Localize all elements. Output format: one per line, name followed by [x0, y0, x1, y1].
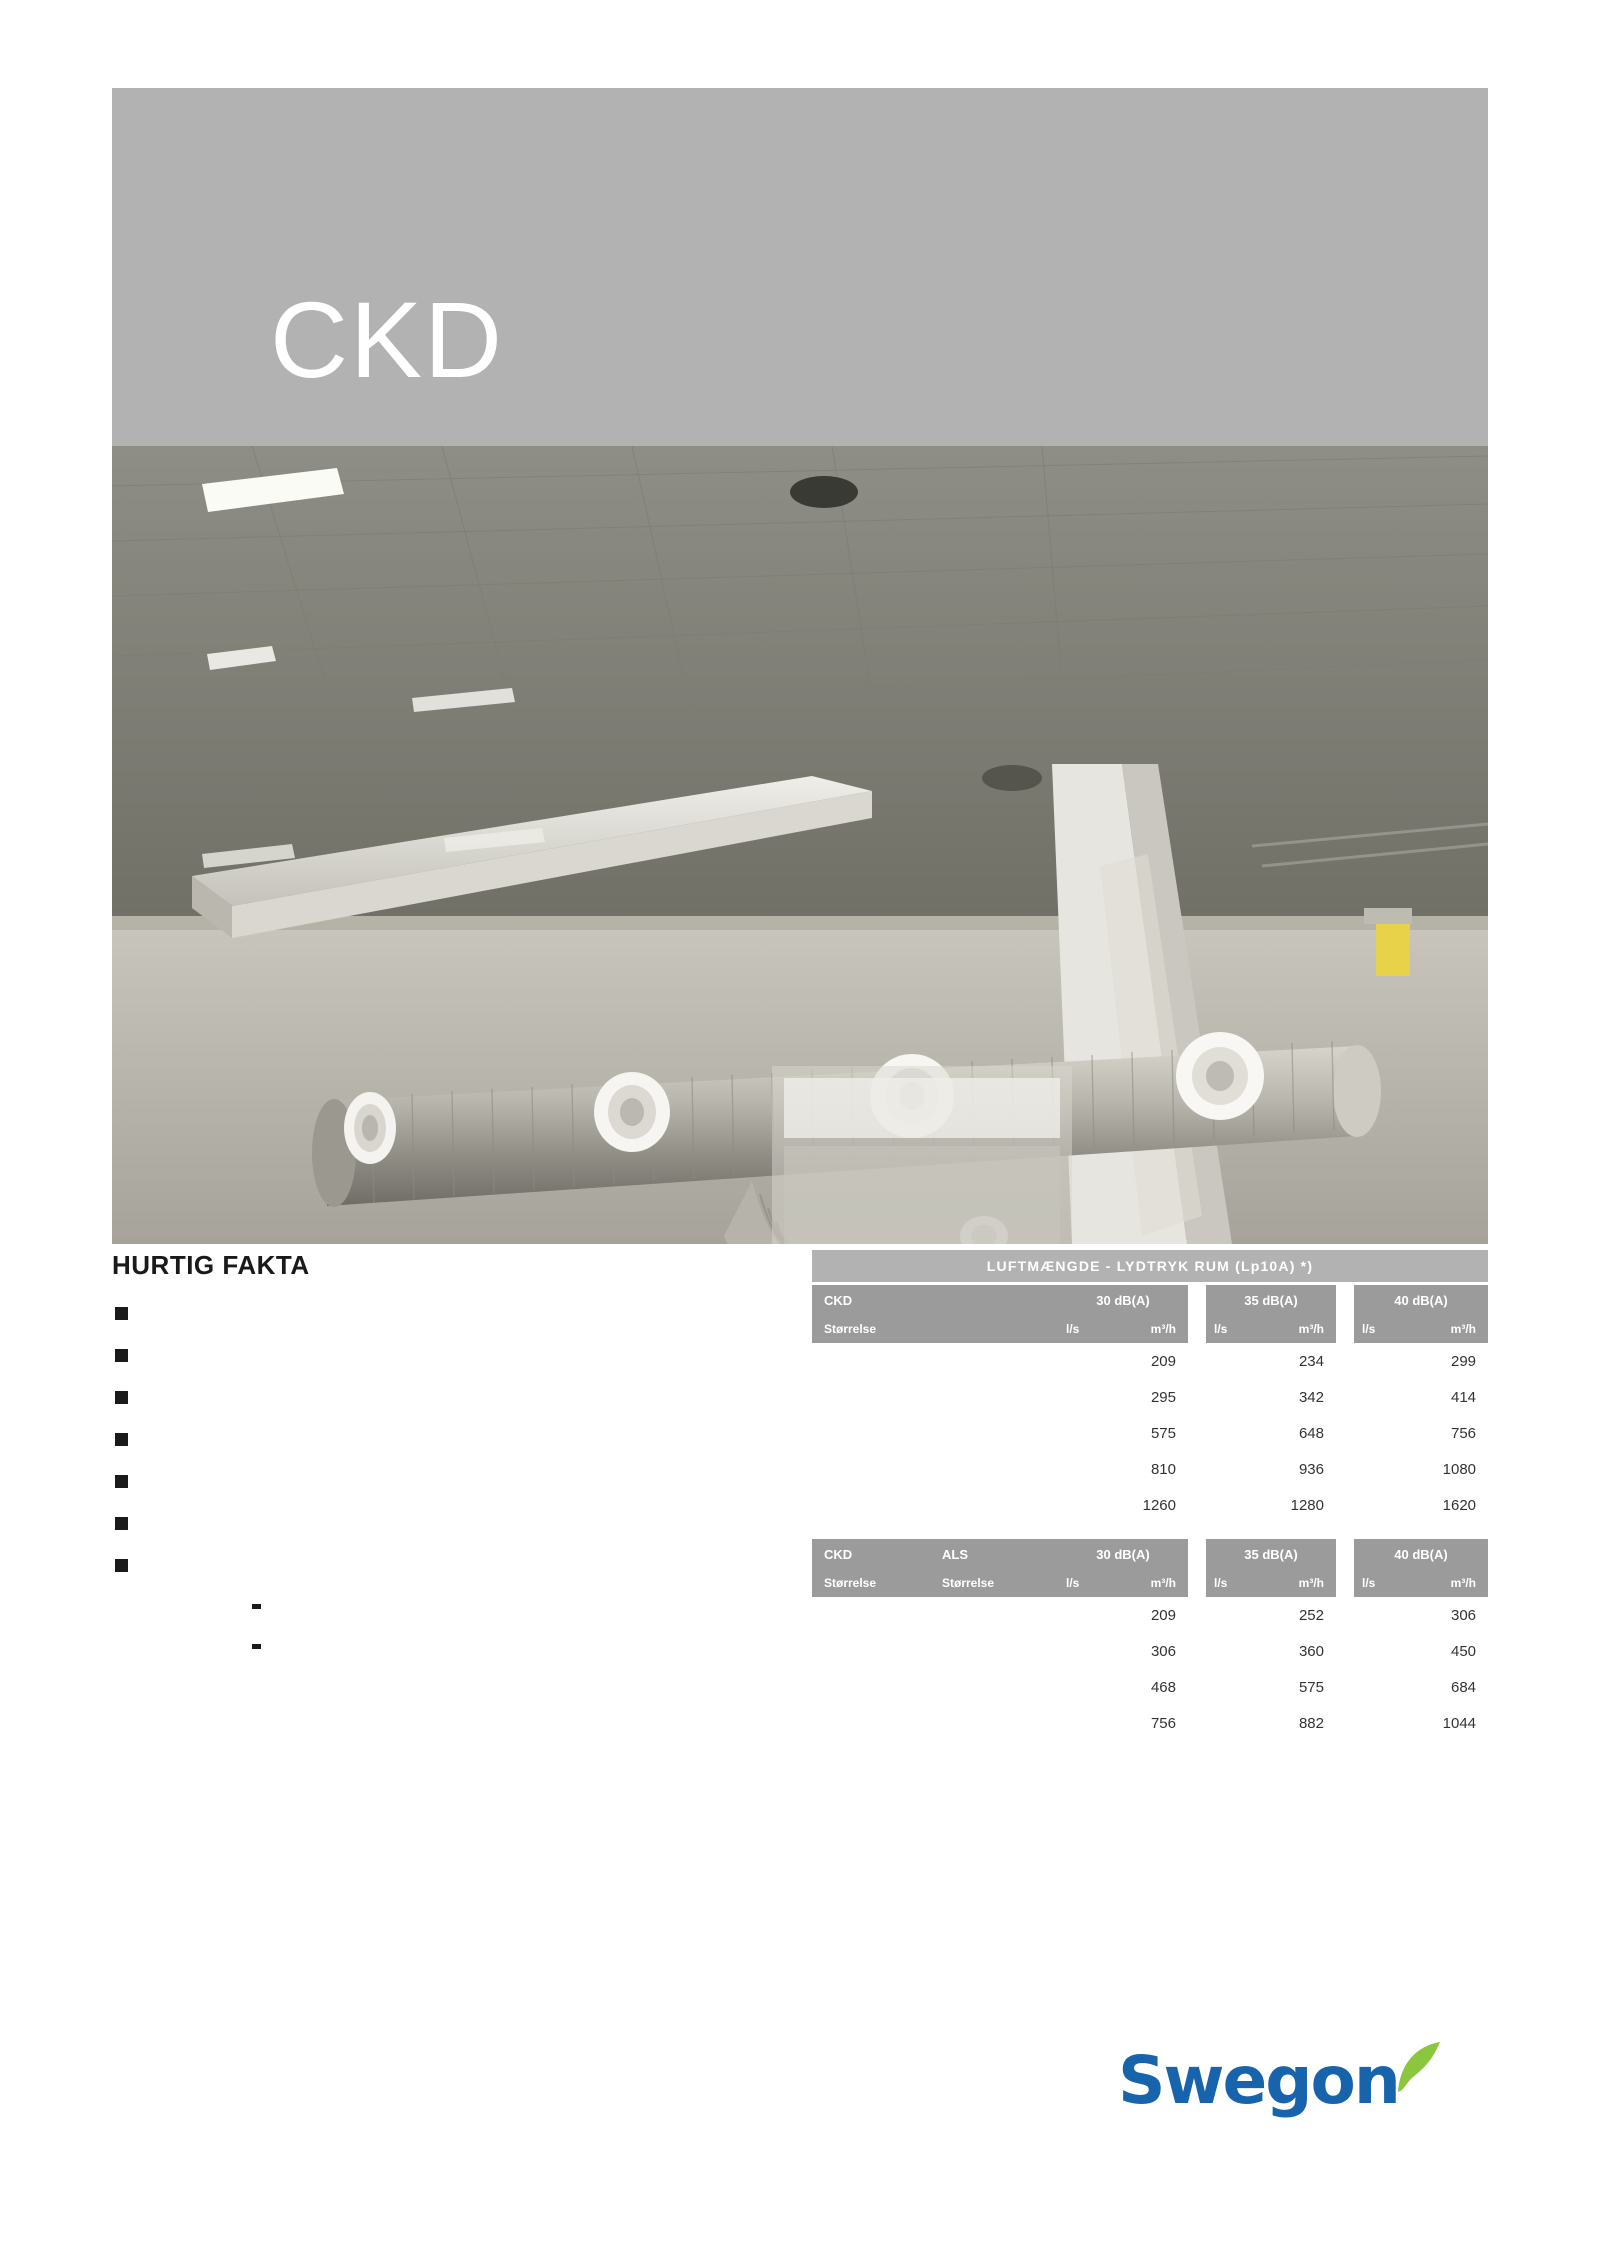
- cell-ls-30: [1058, 1705, 1110, 1741]
- column-subheader-ls: l/s: [1206, 1569, 1258, 1597]
- table: [812, 1250, 1488, 1741]
- table-spacer: [1336, 1569, 1354, 1597]
- table-spacer: [1336, 1633, 1354, 1669]
- column-subheader-m3h: m³/h: [1110, 1315, 1188, 1343]
- table-spacer: [1336, 1284, 1354, 1316]
- table-row: [812, 1379, 1488, 1415]
- column-header-35db: 35 dB(A): [1206, 1539, 1336, 1569]
- quick-facts-heading: HURTIG FAKTA: [112, 1250, 310, 1280]
- cell-ls-30: [1058, 1669, 1110, 1705]
- page-title: CKD: [270, 279, 505, 400]
- cell-ls-35: [1206, 1487, 1258, 1523]
- table-row: [812, 1669, 1488, 1705]
- cell-m3h-35: 1280: [1258, 1487, 1336, 1523]
- cell-ls-40: [1354, 1343, 1406, 1379]
- table-spacer: [1188, 1539, 1206, 1569]
- table-header-row: [812, 1284, 1488, 1316]
- column-header-40db: 40 dB(A): [1354, 1539, 1488, 1569]
- table-spacer: [1336, 1597, 1354, 1633]
- cell-ls-30: [1058, 1343, 1110, 1379]
- bullet-icon: [115, 1517, 128, 1530]
- table-spacer: [1188, 1705, 1206, 1741]
- column-subheader-ls: l/s: [1058, 1569, 1110, 1597]
- cell-ls-30: [1058, 1451, 1110, 1487]
- table-spacer: [1188, 1487, 1206, 1523]
- column-subheader-size: Størrelse: [812, 1315, 1058, 1343]
- table-subheader-row: [812, 1569, 1488, 1597]
- list-item: [112, 1298, 732, 1340]
- dash-bullet-icon: [252, 1644, 261, 1649]
- cell-als-size: [930, 1597, 1058, 1633]
- table-spacer: [1336, 1539, 1354, 1569]
- cell-m3h-30: 756: [1110, 1705, 1188, 1741]
- jet-diffuser: [344, 1092, 396, 1164]
- bullet-icon: [115, 1475, 128, 1488]
- cell-m3h-35: 575: [1258, 1669, 1336, 1705]
- sub-list-item: [112, 1632, 732, 1672]
- table-spacer: [1188, 1569, 1206, 1597]
- table-caption: LUFTMÆNGDE - LYDTRYK RUM (Lp10A) *): [812, 1250, 1488, 1284]
- product-photo: [112, 446, 1488, 1244]
- table-spacer: [1188, 1379, 1206, 1415]
- bullet-icon: [115, 1307, 128, 1320]
- cell-ls-35: [1206, 1633, 1258, 1669]
- cell-ls-40: [1354, 1669, 1406, 1705]
- cell-m3h-35: 360: [1258, 1633, 1336, 1669]
- column-subheader-als-size: Størrelse: [930, 1569, 1058, 1597]
- cell-m3h-40: 1044: [1406, 1705, 1488, 1741]
- table-spacer: [1188, 1669, 1206, 1705]
- column-header-30db: 30 dB(A): [1058, 1284, 1188, 1316]
- table-row: [812, 1597, 1488, 1633]
- cell-m3h-35: 882: [1258, 1705, 1336, 1741]
- table-spacer: [1336, 1379, 1354, 1415]
- column-header-40db: 40 dB(A): [1354, 1284, 1488, 1316]
- cell-ls-40: [1354, 1415, 1406, 1451]
- table-spacer: [1336, 1343, 1354, 1379]
- cell-m3h-40: 299: [1406, 1343, 1488, 1379]
- cell-m3h-40: 414: [1406, 1379, 1488, 1415]
- cell-ckd-size: [812, 1597, 930, 1633]
- table-subheader-row: [812, 1315, 1488, 1343]
- bullet-icon: [115, 1433, 128, 1446]
- list-item: [112, 1340, 732, 1382]
- brand-name: Swegon: [1118, 2042, 1399, 2119]
- table-spacer: [1188, 1415, 1206, 1451]
- cell-m3h-40: 684: [1406, 1669, 1488, 1705]
- cell-als-size: [930, 1669, 1058, 1705]
- column-subheader-m3h: m³/h: [1406, 1315, 1488, 1343]
- table-row: [812, 1705, 1488, 1741]
- brand-logo: [1118, 2040, 1488, 2118]
- dash-bullet-icon: [252, 1604, 261, 1609]
- table-spacer: [1188, 1451, 1206, 1487]
- cell-ls-30: [1058, 1487, 1110, 1523]
- cell-ls-35: [1206, 1669, 1258, 1705]
- cell-ls-40: [1354, 1633, 1406, 1669]
- cell-m3h-30: 306: [1110, 1633, 1188, 1669]
- cell-ckd-size: [812, 1705, 930, 1741]
- table-spacer: [1336, 1415, 1354, 1451]
- leaf-icon: [1396, 2040, 1442, 2098]
- table-row: [812, 1633, 1488, 1669]
- column-header-ckd: CKD: [812, 1539, 930, 1569]
- column-subheader-m3h: m³/h: [1258, 1315, 1336, 1343]
- cell-m3h-30: 209: [1110, 1343, 1188, 1379]
- cell-m3h-30: 209: [1110, 1597, 1188, 1633]
- column-subheader-m3h: m³/h: [1406, 1569, 1488, 1597]
- cell-m3h-30: 1260: [1110, 1487, 1188, 1523]
- cell-m3h-30: 810: [1110, 1451, 1188, 1487]
- table-row: [812, 1451, 1488, 1487]
- airflow-sound-table: [812, 1250, 1488, 1741]
- column-subheader-ls: l/s: [1354, 1569, 1406, 1597]
- column-header-als: ALS: [930, 1539, 1058, 1569]
- column-subheader-m3h: m³/h: [1258, 1569, 1336, 1597]
- cell-ckd-size: [812, 1633, 930, 1669]
- cell-ls-30: [1058, 1379, 1110, 1415]
- product-photo-graphic: [112, 446, 1488, 1244]
- cell-ls-40: [1354, 1705, 1406, 1741]
- cell-m3h-35: 342: [1258, 1379, 1336, 1415]
- bullet-icon: [115, 1559, 128, 1572]
- cell-ls-40: [1354, 1379, 1406, 1415]
- cell-size: [812, 1379, 1058, 1415]
- table-spacer: [1188, 1597, 1206, 1633]
- table-row: [812, 1415, 1488, 1451]
- cell-size: [812, 1415, 1058, 1451]
- column-subheader-ls: l/s: [1058, 1315, 1110, 1343]
- cell-als-size: [930, 1633, 1058, 1669]
- table-row: [812, 1343, 1488, 1379]
- sub-list-item: [112, 1592, 732, 1632]
- cell-ckd-size: [812, 1669, 930, 1705]
- cell-ls-40: [1354, 1487, 1406, 1523]
- column-subheader-m3h: m³/h: [1110, 1569, 1188, 1597]
- column-header-30db: 30 dB(A): [1058, 1539, 1188, 1569]
- cell-m3h-35: 936: [1258, 1451, 1336, 1487]
- cell-ls-35: [1206, 1451, 1258, 1487]
- column-subheader-ls: l/s: [1354, 1315, 1406, 1343]
- cell-m3h-30: 468: [1110, 1669, 1188, 1705]
- cell-m3h-35: 648: [1258, 1415, 1336, 1451]
- table-spacer: [1336, 1315, 1354, 1343]
- quick-facts-list: [112, 1298, 732, 1672]
- cell-m3h-30: 295: [1110, 1379, 1188, 1415]
- table-spacer: [1188, 1315, 1206, 1343]
- jet-diffuser: [1176, 1032, 1264, 1120]
- cell-als-size: [930, 1705, 1058, 1741]
- cell-size: [812, 1487, 1058, 1523]
- cell-size: [812, 1343, 1058, 1379]
- list-item: [112, 1466, 732, 1508]
- cell-ls-35: [1206, 1597, 1258, 1633]
- cell-ls-30: [1058, 1633, 1110, 1669]
- table-caption-row: [812, 1250, 1488, 1284]
- jet-diffuser: [594, 1072, 670, 1152]
- table-spacer: [1336, 1705, 1354, 1741]
- table-spacer: [1188, 1284, 1206, 1316]
- bullet-icon: [115, 1391, 128, 1404]
- cell-ls-35: [1206, 1415, 1258, 1451]
- cell-m3h-40: 756: [1406, 1415, 1488, 1451]
- cell-ls-40: [1354, 1451, 1406, 1487]
- list-item: [112, 1508, 732, 1550]
- cell-m3h-40: 1080: [1406, 1451, 1488, 1487]
- table-spacer: [1188, 1343, 1206, 1379]
- cell-m3h-40: 450: [1406, 1633, 1488, 1669]
- table-spacer: [1336, 1669, 1354, 1705]
- column-header-35db: 35 dB(A): [1206, 1284, 1336, 1316]
- table-header-row: [812, 1539, 1488, 1569]
- cell-size: [812, 1451, 1058, 1487]
- cell-m3h-40: 1620: [1406, 1487, 1488, 1523]
- list-item: [112, 1550, 732, 1592]
- list-item: [112, 1424, 732, 1466]
- cell-ls-35: [1206, 1705, 1258, 1741]
- cell-ls-35: [1206, 1379, 1258, 1415]
- cell-m3h-35: 252: [1258, 1597, 1336, 1633]
- table-row: [812, 1487, 1488, 1523]
- table-spacer: [1188, 1633, 1206, 1669]
- table-spacer: [1336, 1487, 1354, 1523]
- column-header-ckd: CKD: [812, 1284, 1058, 1316]
- cell-ls-35: [1206, 1343, 1258, 1379]
- cell-m3h-30: 575: [1110, 1415, 1188, 1451]
- header-band: [112, 88, 1488, 446]
- cell-ls-30: [1058, 1415, 1110, 1451]
- column-subheader-ckd-size: Størrelse: [812, 1569, 930, 1597]
- table-spacer: [1336, 1451, 1354, 1487]
- cell-ls-40: [1354, 1597, 1406, 1633]
- table-block-gap: [812, 1523, 1488, 1539]
- column-subheader-ls: l/s: [1206, 1315, 1258, 1343]
- cell-m3h-35: 234: [1258, 1343, 1336, 1379]
- bullet-icon: [115, 1349, 128, 1362]
- cell-ls-30: [1058, 1597, 1110, 1633]
- cell-m3h-40: 306: [1406, 1597, 1488, 1633]
- list-item: [112, 1382, 732, 1424]
